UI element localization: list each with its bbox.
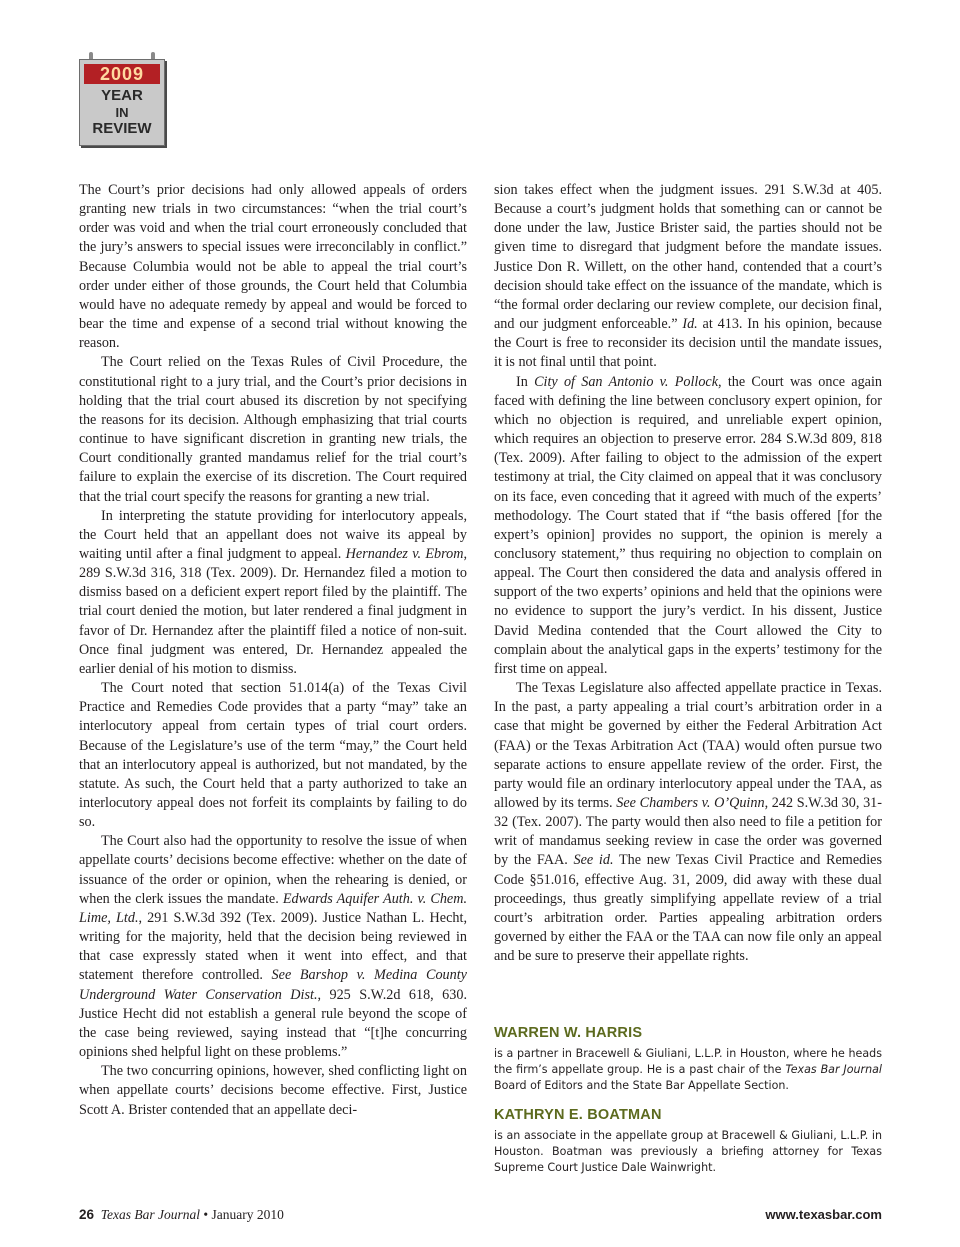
badge-line-year: YEAR (101, 87, 143, 104)
paragraph: The Texas Legislature also affected appellate practice in Texas. In the past, a party appealing a trial court’s arbitration order in a case that might be governed by either the Federal Arbitration Act (FAA) or the Texas Arbitration Act (TAA) would often pursue two separate actions to ensure appellate review of the order. First, the party would file an ordinary interlocutory appeal under the TAA, as allowed by its terms. See Chambers v. O’Quinn, 242 S.W.3d 30, 31-32 (Tex. 2007). The party would then also need to file a petition for writ of mandamus seeking review in case the order was governed by the FAA. See id. The new Texas Civil Practice and Remedies Code §51.016, effective Aug. 31, 2009, did away with these dual proceedings, thus greatly simplifying appellate review of a trial court’s arbitration order. Parties appealing arbitration orders governed by either the FAA or the TAA can now file only an appeal and be sure to preserve their appellate rights. (494, 680, 883, 965)
footer-folio (79, 1207, 284, 1223)
issue-date: January 2010 (211, 1207, 284, 1222)
calendar-page (79, 59, 165, 146)
author-description: is an associate in the appellate group at Bracewell & Giuliani, L.L.P. in Houston. Boatman was previously a briefing attorney for Texas Supreme Court Justice Dale Wainwright. (494, 1129, 882, 1175)
website-link[interactable]: www.texasbar.com (765, 1207, 882, 1222)
paragraph: In interpreting the statute providing for interlocutory appeals, the Court held that an appellant does not waive its appeal by waiting until after a final judgment to appeal. Hernandez v. Ebrom, 289 S.W.3d 316, 318 (Tex. 2009). Dr. Hernandez filed a motion to dismiss based on a deficient expert report filed by the plaintiff. The trial court denied the motion, but later rendered a final judgment in favor of Dr. Hernandez after the plaintiff filed a notice of non-suit. Once final judgment was entered, Dr. Hernandez appealed the earlier denial of his motion to dismiss. (79, 507, 467, 677)
author-name: KATHRYN E. BOATMAN (494, 1107, 662, 1123)
badge-line-in: IN (115, 105, 129, 120)
paragraph: sion takes effect when the judgment issues. 291 S.W.3d at 405. Because a court’s judgment holds that something can or cannot be done under the law, Justice Brister said, the parties should not be given time to disregard that judgment before the mandate issues. Justice Don R. Willett, on the other hand, contended that a court’s decision should take effect on the issuance of the mandate, which is “the formal order declaring our review complete, our decision final, and our judgment enforceable.” Id. at 413. In his opinion, because the Court is free to reconsider its decision until the mandate issues, it is not final until that point. (494, 182, 882, 371)
page-footer (79, 1207, 882, 1227)
paragraph: In City of San Antonio v. Pollock, the Court was once again faced with defining the line between conclusory expert opinion, for which no objection is required, and unreliable expert opinion, which requires an objection to preserve error. 284 S.W.3d 809, 818 (Tex. 2009). After failing to object to the admission of the expert testimony at trial, the City claimed on appeal that it was conclusory on its face, even conceding that it agreed with much of the experts’ methodology. The Court stated that if “the basis offered [for the expert’s opinion] provides no support, the opinion is merely a conclusory statement,” thus requiring no objection to complain on appeal. The Court then considered the data and analysis offered in support of the two experts’ opinions and held that the opinions were no evidence to support the jury’s verdict. In his dissent, Justice David Medina contended that the Court allowed the City to complain about the analytical gaps in the experts’ testimony for the first time on appeal. (494, 373, 883, 677)
paragraph: The Court also had the opportunity to resolve the issue of when appellate courts’ decisions become effective: whether on the date of issuance of the order or opinion, when the rehearing is denied, or when the clerk issues the mandate. Edwards Aquifer Auth. v. Chem. Lime, Ltd., 291 S.W.3d 392 (Tex. 2009). Justice Nathan L. Hecht, writing for the majority, held that the decision being reviewed in that case expressly stated when it went into effect, and that statement therefore controlled. See Barshop v. Medina County Underground Water Conservation Dist., 925 S.W.2d 618, 630. Justice Hecht did not establish a general rule beyond the scope of the case being reviewed, saying instead that “[t]he concurring opinions shed helpful light on these problems.” (79, 833, 468, 1061)
badge-line-review: REVIEW (92, 120, 152, 137)
case-citation: Hernandez v. Ebrom (345, 545, 464, 562)
author-bio (494, 1105, 882, 1177)
paragraph: The two concurring opinions, however, shed conflicting light on when appellate courts’ decisions become effective. First, Justice Scott A. Brister contended that an appellate deci- (79, 1063, 467, 1118)
page-number: 26 (79, 1207, 95, 1222)
paragraph: The Court’s prior decisions had only allowed appeals of orders granting new trials in two circumstances: “when the trial court’s order was void and when the trial court erroneously concluded that the jury’s answers to special issues were irreconcilably in conflict.” Because Columbia would not be able to appeal the trial court’s order under either of those grounds, the Court held that Columbia would have no adequate remedy by appeal and would be forced to bear the time and expense of a second trial without knowing the reason. (79, 182, 467, 352)
author-bio (494, 1023, 882, 1095)
paragraph: The Court relied on the Texas Rules of Civil Procedure, the constitutional right to a jury trial, and the Court’s prior decisions in holding that the trial court abused its discretion by not specifying the reasons for its decision. Although emphasizing that trial courts continue to have significant discretion in granting new trials, the Court conditionally granted mandamus relief for the trial court’s failure to explain the exercise of its discretion. The Court required that the trial court specify the reasons for granting a new trial. (79, 354, 467, 505)
case-citation: See id. (573, 852, 614, 869)
author-name: WARREN W. HARRIS (494, 1025, 643, 1041)
author-description: is a partner in Bracewell & Giuliani, L.L.P. in Houston, where he heads the firm’s appellate group. He is a past chair of the Texas Bar Journal Board of Editors and the State Bar Appellate Section. (494, 1047, 882, 1093)
article-column-left (79, 181, 467, 1120)
case-citation: See Barshop v. Medina County Underground Water Conservation Dist. (79, 967, 467, 1003)
case-citation: City of San Antonio v. Pollock (534, 373, 719, 390)
article-column-right (494, 181, 882, 966)
paragraph: The Court noted that section 51.014(a) of the Texas Civil Practice and Remedies Code provides that a party “may” take an interlocutory appeal from certain types of trial court orders. Because of the Legislature’s use of the term “may,” the Court held that an interlocutory appeal is authorized, but not mandated, by the statute. As such, the Court held that a party authorized to take an interlocutory appeal does not forfeit its complaints by failing to do so. (79, 680, 467, 831)
year-in-review-badge (79, 52, 165, 144)
badge-year: 2009 (84, 64, 160, 84)
case-citation: Id. (682, 316, 698, 333)
case-citation: Edwards Aquifer Auth. v. Chem. Lime, Ltd. (79, 890, 468, 926)
footer-separator: • (200, 1207, 212, 1222)
publication-name: Texas Bar Journal (100, 1207, 201, 1222)
case-citation: See Chambers v. O’Quinn (616, 795, 765, 811)
